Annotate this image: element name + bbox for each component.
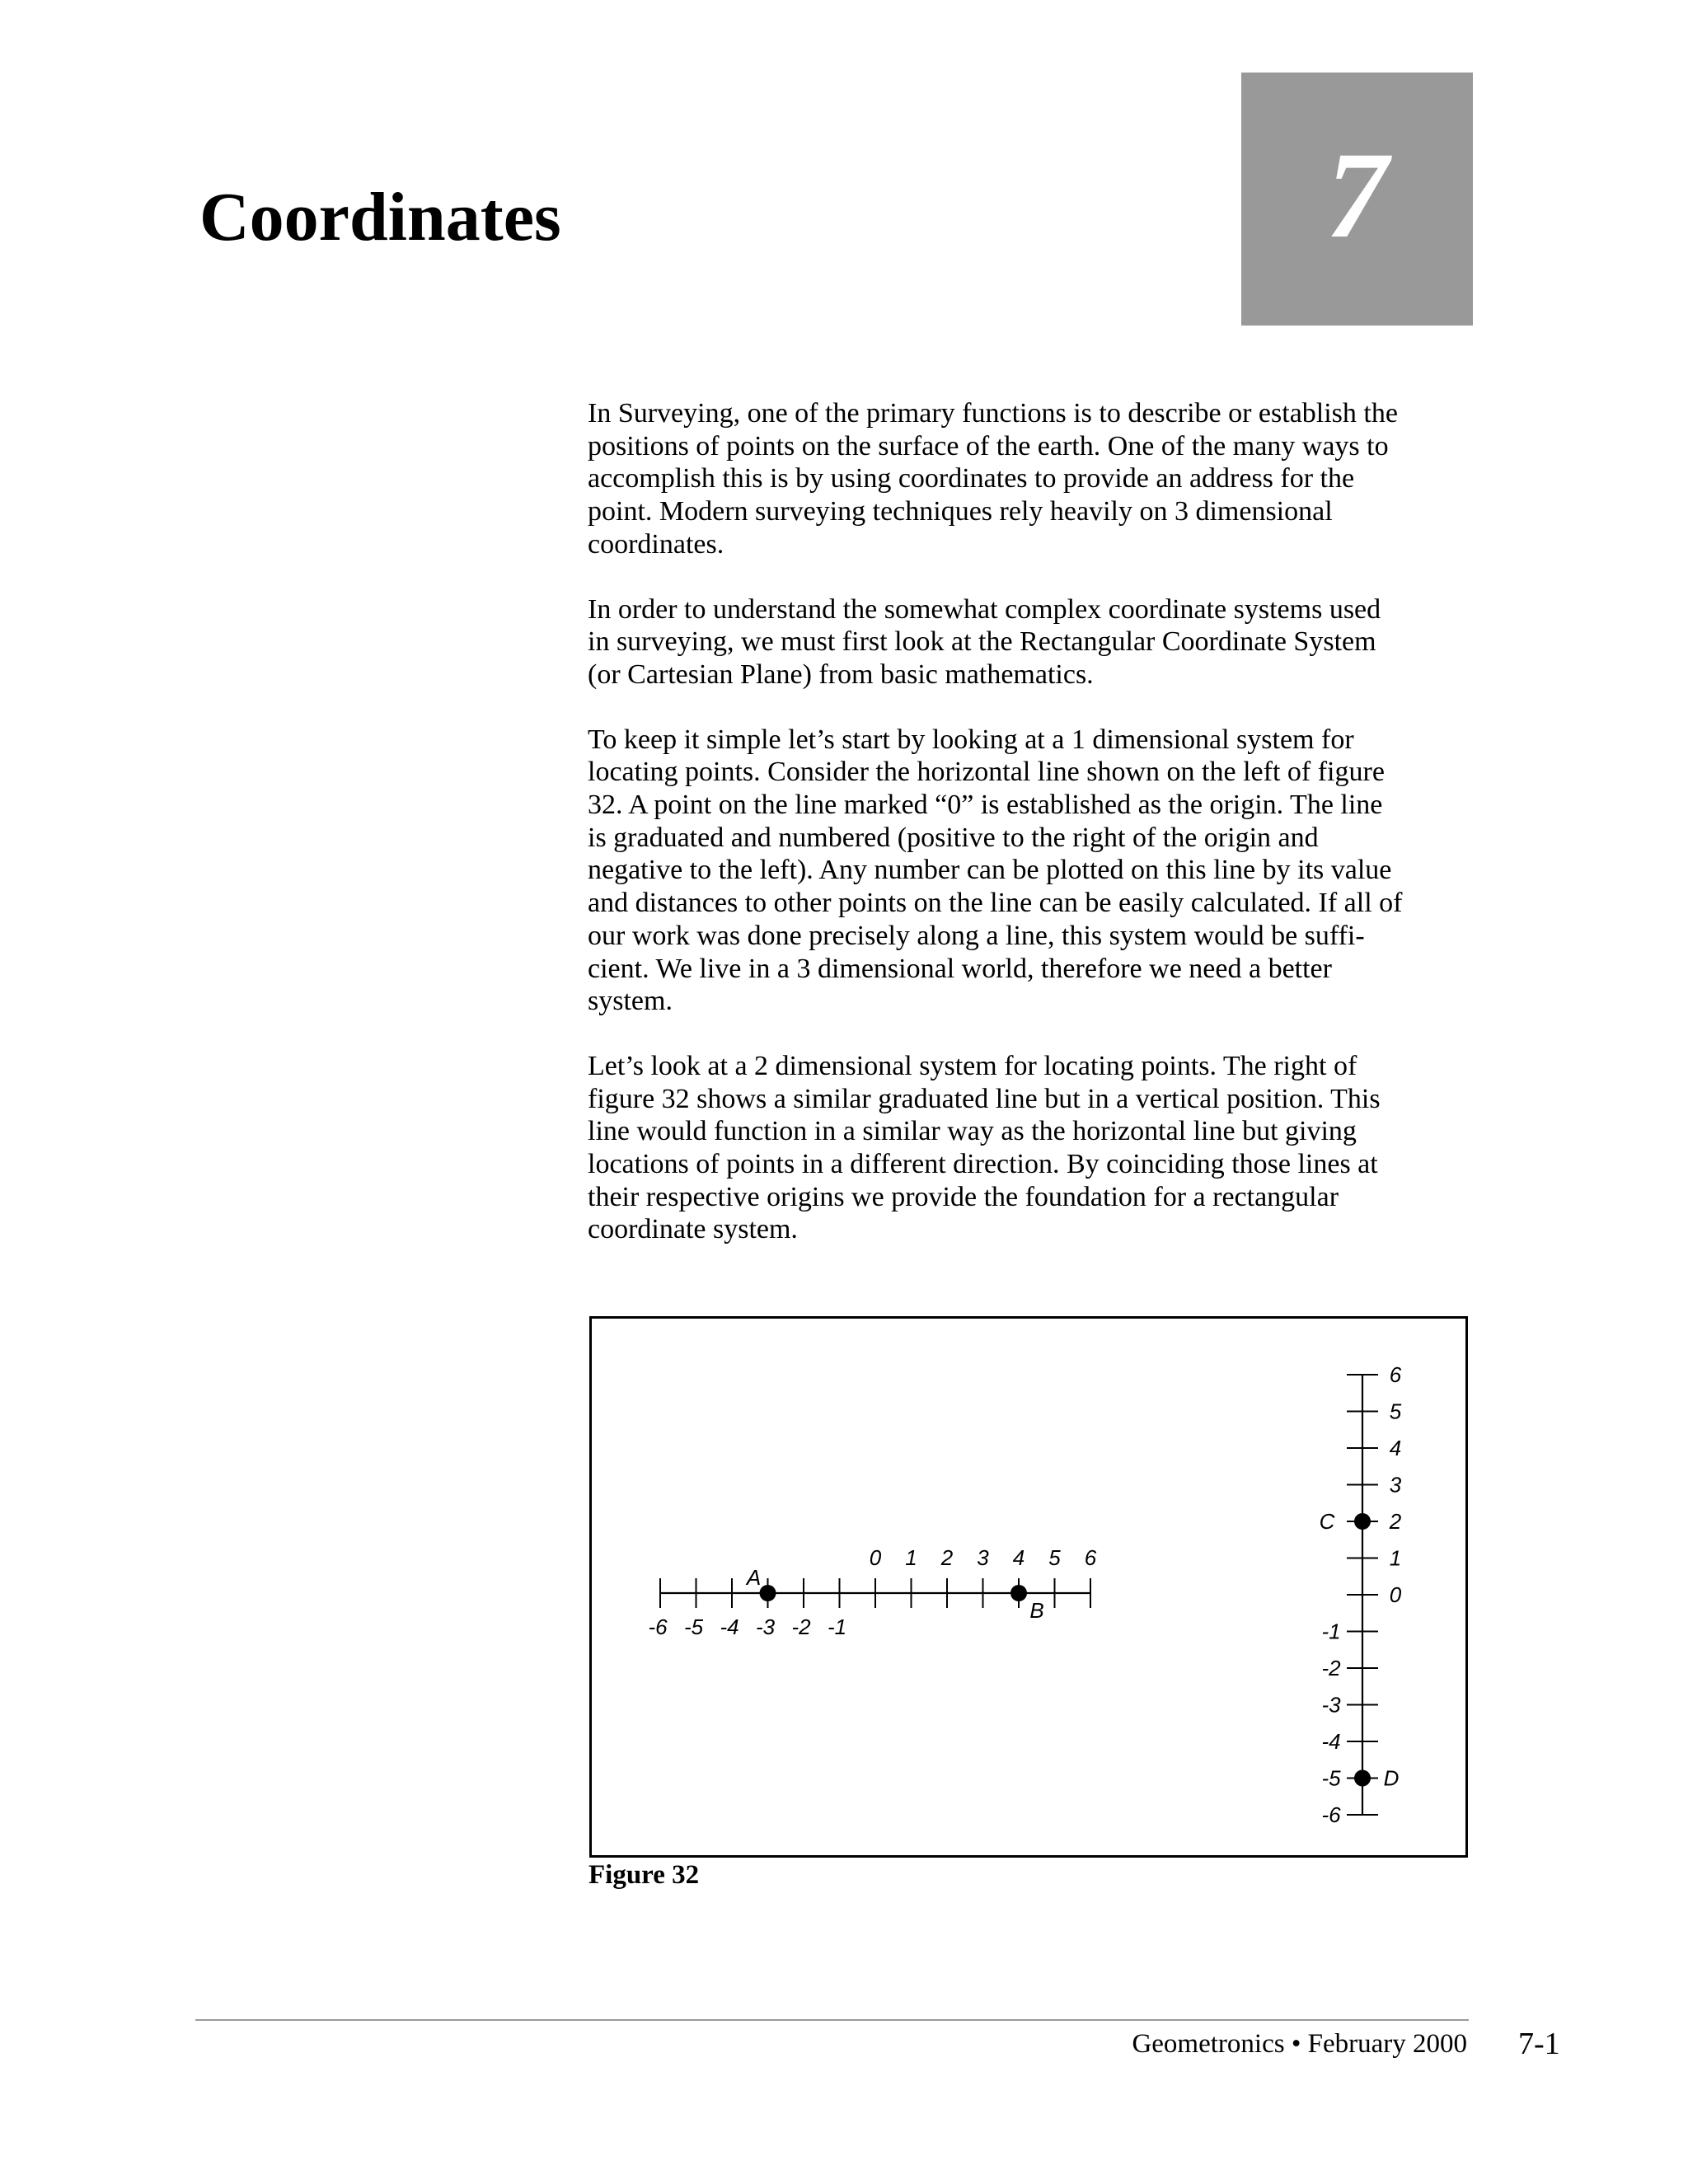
number-line-figure bbox=[592, 1319, 1465, 1855]
vertical-tick-label: -4 bbox=[1321, 1729, 1341, 1754]
horizontal-tick-label: 2 bbox=[940, 1545, 954, 1570]
paragraph-line: In Surveying, one of the primary functions is to describe or establish the bbox=[588, 398, 1398, 429]
point-b-label: B bbox=[1029, 1598, 1044, 1623]
chapter-number: 7 bbox=[1326, 127, 1388, 264]
horizontal-tick-label: -1 bbox=[827, 1615, 847, 1639]
horizontal-tick-label: 3 bbox=[977, 1545, 989, 1570]
paragraph-line: their respective origins we provide the foundation for a rectangular bbox=[588, 1181, 1339, 1212]
horizontal-tick-label: -6 bbox=[648, 1615, 668, 1639]
paragraph-line: our work was done precisely along a line, this system would be suffi- bbox=[588, 920, 1365, 951]
paragraph-line: To keep it simple let’s start by looking at a 1 dimensional system for bbox=[588, 724, 1354, 755]
vertical-tick-label: -5 bbox=[1321, 1765, 1341, 1791]
paragraph-line: 32. A point on the line marked “0” is established as the origin. The line bbox=[588, 790, 1383, 821]
vertical-tick-label: 3 bbox=[1389, 1472, 1402, 1497]
vertical-tick-label: -3 bbox=[1321, 1692, 1341, 1718]
footer-text: Geometronics • February 2000 bbox=[1132, 2029, 1467, 2059]
horizontal-tick-label: -3 bbox=[755, 1615, 776, 1639]
point-a-label: A bbox=[746, 1565, 762, 1590]
point-c bbox=[1354, 1513, 1371, 1530]
paragraph-line: in surveying, we must first look at the Rectangular Coordinate System bbox=[588, 626, 1376, 658]
horizontal-tick-label: -2 bbox=[791, 1615, 811, 1639]
page-number: 7-1 bbox=[1518, 2027, 1560, 2061]
horizontal-tick-label: 6 bbox=[1084, 1545, 1097, 1570]
figure-frame bbox=[589, 1316, 1468, 1858]
figure-caption: Figure 32 bbox=[588, 1860, 700, 1890]
horizontal-tick-label: 0 bbox=[869, 1545, 882, 1570]
vertical-tick-label: -6 bbox=[1321, 1802, 1341, 1827]
vertical-tick-label: 5 bbox=[1389, 1399, 1402, 1424]
footer-rule bbox=[195, 2019, 1469, 2021]
vertical-tick-label: 0 bbox=[1389, 1582, 1402, 1607]
paragraph-line: locations of points in a different direction. By coinciding those lines at bbox=[588, 1149, 1378, 1180]
paragraph-line: is graduated and numbered (positive to the right of the origin and bbox=[588, 822, 1319, 853]
body-text bbox=[588, 397, 1486, 1278]
paragraph-line: Let’s look at a 2 dimensional system for locating points. The right of bbox=[588, 1050, 1357, 1081]
chapter-number-box bbox=[1241, 73, 1473, 326]
paragraph-line: accomplish this is by using coordinates to provide an address for the bbox=[588, 463, 1355, 494]
paragraph-1 bbox=[588, 397, 1486, 561]
paragraph-line: and distances to other points on the line can be easily calculated. If all of bbox=[588, 888, 1403, 919]
vertical-tick-label: 2 bbox=[1389, 1509, 1402, 1534]
paragraph-4 bbox=[588, 1050, 1486, 1246]
vertical-tick-label: -1 bbox=[1321, 1619, 1341, 1644]
vertical-tick-label: -2 bbox=[1321, 1656, 1341, 1680]
paragraph-line: system. bbox=[588, 986, 673, 1017]
horizontal-tick-label: 5 bbox=[1048, 1545, 1061, 1570]
point-a bbox=[760, 1585, 776, 1601]
paragraph-3 bbox=[588, 724, 1486, 1018]
vertical-tick-label: 6 bbox=[1389, 1362, 1402, 1387]
horizontal-tick-label: -4 bbox=[720, 1615, 739, 1639]
paragraph-line: (or Cartesian Plane) from basic mathematics. bbox=[588, 658, 1094, 690]
paragraph-line: figure 32 shows a similar graduated line but in a vertical position. This bbox=[588, 1083, 1381, 1114]
paragraph-line: In order to understand the somewhat complex coordinate systems used bbox=[588, 593, 1381, 625]
chapter-title: Coordinates bbox=[199, 179, 561, 255]
paragraph-line: positions of points on the surface of the earth. One of the many ways to bbox=[588, 430, 1389, 462]
paragraph-line: negative to the left). Any number can be plotted on this line by its value bbox=[588, 855, 1392, 886]
paragraph-line: cient. We live in a 3 dimensional world, therefore we need a better bbox=[588, 953, 1332, 984]
horizontal-tick-label: -5 bbox=[683, 1615, 704, 1639]
point-d bbox=[1354, 1770, 1371, 1787]
paragraph-line: coordinate system. bbox=[588, 1214, 798, 1245]
vertical-tick-label: 4 bbox=[1389, 1436, 1402, 1460]
paragraph-line: point. Modern surveying techniques rely heavily on 3 dimensional bbox=[588, 496, 1333, 527]
point-b bbox=[1010, 1585, 1027, 1601]
point-c-label: C bbox=[1319, 1509, 1335, 1534]
vertical-tick-label: 1 bbox=[1389, 1545, 1402, 1571]
horizontal-tick-label: 1 bbox=[905, 1545, 917, 1570]
paragraph-line: locating points. Consider the horizontal line shown on the left of figure bbox=[588, 757, 1385, 788]
paragraph-line: line would function in a similar way as the horizontal line but giving bbox=[588, 1116, 1357, 1147]
paragraph-line: coordinates. bbox=[588, 528, 724, 560]
point-d-label: D bbox=[1383, 1765, 1400, 1791]
paragraph-2 bbox=[588, 593, 1486, 691]
horizontal-tick-label: 4 bbox=[1012, 1545, 1025, 1570]
